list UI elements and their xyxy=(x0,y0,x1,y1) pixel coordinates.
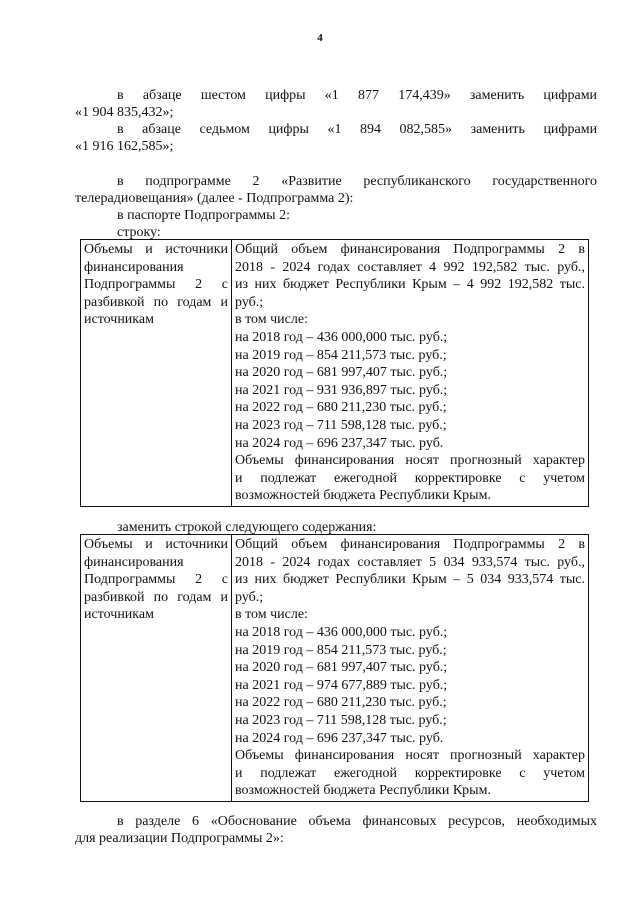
word: «1 877 174,439» xyxy=(324,88,451,103)
word: заменить xyxy=(469,88,525,103)
cell-line: на 2023 год – 711 598,128 тыс. руб.; xyxy=(235,712,447,728)
cell-line: финансирования xyxy=(84,554,184,570)
cell-line: возможностей бюджета Республики Крым. xyxy=(235,488,491,504)
word: цифры xyxy=(265,88,306,103)
word: седьмом xyxy=(199,122,250,137)
word: заменить xyxy=(470,122,525,137)
table-row xyxy=(81,535,589,802)
table-old xyxy=(80,239,589,507)
word: в xyxy=(117,122,124,137)
cell-line: источникам xyxy=(84,607,154,623)
replace-label: заменить строкой следующего содержания: xyxy=(117,520,377,535)
cell-line: на 2022 год – 680 211,230 тыс. руб.; xyxy=(235,695,447,711)
intro-line-1 xyxy=(117,87,597,104)
cell-line: на 2020 год – 681 997,407 тыс. руб.; xyxy=(235,660,448,676)
word: «1 894 082,585» xyxy=(327,122,453,137)
word: цифрами xyxy=(543,88,598,103)
passport-line: в паспорте Подпрограммы 2: xyxy=(117,208,290,223)
subprogram-line-1: в подпрограмме 2 «Развитие республиканского государственного xyxy=(117,174,597,189)
cell-line: на 2024 год – 696 237,347 тыс. руб. xyxy=(235,730,444,746)
cell-line: источникам xyxy=(84,312,154,328)
cell-line: руб.; xyxy=(235,589,264,605)
cell-line: на 2019 год – 854 211,573 тыс. руб.; xyxy=(235,642,447,658)
word: цифрами xyxy=(543,122,598,137)
cell-line: Общий объем финансирования Подпрограммы 2 в xyxy=(235,242,585,257)
section6-line-1: в разделе 6 «Обоснование объема финансовых ресурсов, необходимых xyxy=(117,814,597,829)
cell-line: Объемы финансирования носят прогнозный характер xyxy=(235,453,585,469)
subprogram-line-2: телерадиовещания» (далее - Подпрограмма 2): xyxy=(75,191,354,206)
word: цифры xyxy=(268,122,309,137)
cell-line: из них бюджет Республики Крым – 4 992 192,582 тыс. xyxy=(235,277,585,293)
cell-line: из них бюджет Республики Крым – 5 034 933,574 тыс. xyxy=(235,572,585,588)
cell-line: в том числе: xyxy=(235,312,308,328)
row-label: строку: xyxy=(117,225,161,240)
section6-line-2: для реализации Подпрограммы 2»: xyxy=(75,831,284,846)
word: в xyxy=(117,88,124,103)
cell-line: на 2024 год – 696 237,347 тыс. руб. xyxy=(235,435,444,451)
cell-line: Подпрограммы 2 с xyxy=(84,572,228,588)
cell-line: на 2018 год – 436 000,000 тыс. руб.; xyxy=(235,624,448,640)
cell-line: на 2020 год – 681 997,407 тыс. руб.; xyxy=(235,365,448,381)
table-new-right-cell xyxy=(232,535,589,802)
table-row xyxy=(81,240,589,507)
word: абзаце xyxy=(142,88,182,103)
cell-line: и подлежат ежегодной корректировке с учетом xyxy=(235,470,585,486)
intro-line-4: «1 916 162,585»; xyxy=(75,139,174,154)
cell-line: финансирования xyxy=(84,259,184,275)
cell-line: в том числе: xyxy=(235,607,308,623)
cell-line: 2018 - 2024 годах составляет 5 034 933,574 тыс. руб., xyxy=(235,554,585,570)
cell-line: Общий объем финансирования Подпрограммы 2 в xyxy=(235,537,585,552)
intro-line-2: «1 904 835,432»; xyxy=(75,105,174,120)
table-new-left-cell xyxy=(81,535,232,802)
word: шестом xyxy=(200,88,246,103)
table-old-left-cell xyxy=(81,240,232,507)
cell-line: разбивкой по годам и xyxy=(84,294,228,310)
intro-line-3 xyxy=(117,121,597,138)
cell-line: на 2022 год – 680 211,230 тыс. руб.; xyxy=(235,400,447,416)
cell-line: Объемы и источники xyxy=(84,537,228,552)
cell-line: Объемы и источники xyxy=(84,242,228,257)
word: абзаце xyxy=(142,122,181,137)
cell-line: Подпрограммы 2 с xyxy=(84,277,228,293)
table-old-right-cell xyxy=(232,240,589,507)
cell-line: Объемы финансирования носят прогнозный характер xyxy=(235,748,585,764)
cell-line: 2018 - 2024 годах составляет 4 992 192,582 тыс. руб., xyxy=(235,259,585,275)
cell-line: на 2023 год – 711 598,128 тыс. руб.; xyxy=(235,417,447,433)
cell-line: на 2021 год – 974 677,889 тыс. руб.; xyxy=(235,677,448,693)
page-number: 4 xyxy=(317,32,323,44)
cell-line: на 2018 год – 436 000,000 тыс. руб.; xyxy=(235,329,448,345)
cell-line: на 2021 год – 931 936,897 тыс. руб.; xyxy=(235,382,448,398)
cell-line: и подлежат ежегодной корректировке с учетом xyxy=(235,765,585,781)
cell-line: на 2019 год – 854 211,573 тыс. руб.; xyxy=(235,347,447,363)
table-new xyxy=(80,534,589,802)
cell-line: руб.; xyxy=(235,294,264,310)
cell-line: возможностей бюджета Республики Крым. xyxy=(235,783,491,799)
cell-line: разбивкой по годам и xyxy=(84,589,228,605)
